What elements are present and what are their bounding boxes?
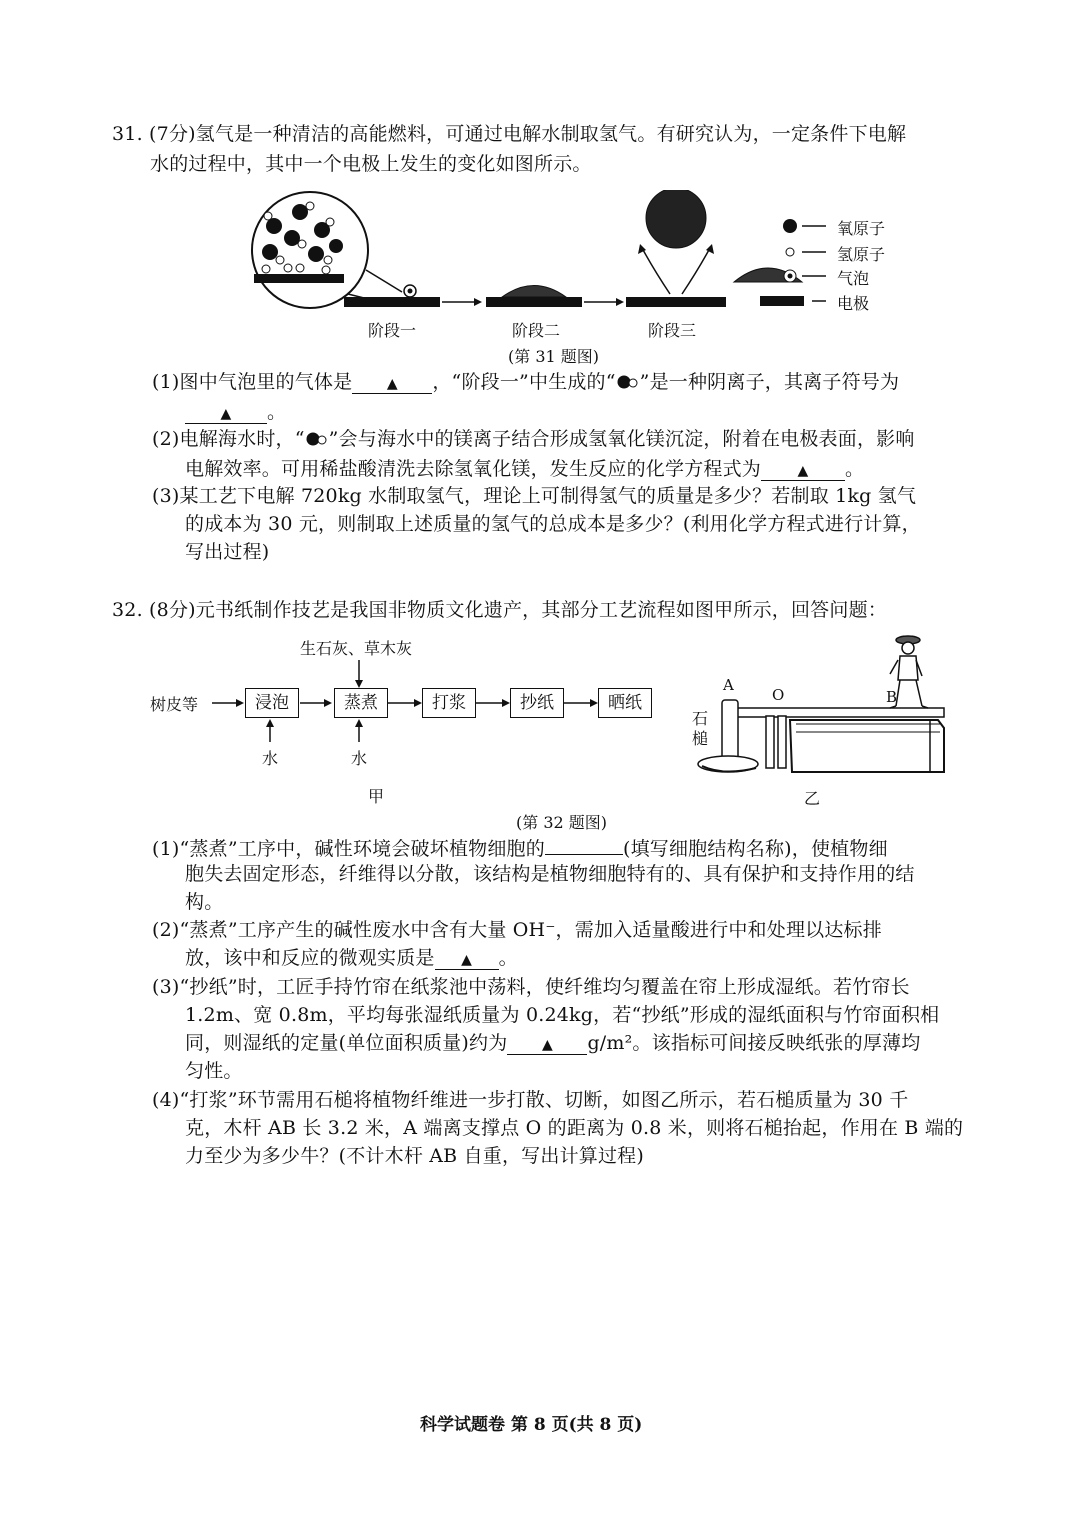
q31-part2-text-a: (2)电解海水时，“: [152, 428, 305, 450]
q32-part1-text-b: (填写细胞结构名称)，使植物细: [622, 838, 888, 860]
q32-part4-line1: (4)“打浆”环节需用石槌将植物纤维进一步打散、切断，如图乙所示，若石槌质量为 30 千: [152, 1089, 909, 1111]
q32-part3-line1: (3)“抄纸”时，工匠手持竹帘在纸浆池中荡料，使纤维均匀覆盖在帘上形成湿纸。若竹帘长: [152, 976, 910, 998]
q32-part2-line1: (2)“蒸煮”工序产生的碱性废水中含有大量 OH⁻，需加入适量酸进行中和处理以达标排: [152, 919, 882, 941]
lever-label-chui: 槌: [692, 729, 709, 748]
q31-part2-text-b: ”会与海水中的镁离子结合形成氢氧化镁沉淀，附着在电极表面，影响: [328, 428, 915, 450]
stage1-label: 阶段一: [368, 321, 417, 340]
legend-hydrogen-label: 氢原子: [837, 245, 886, 264]
answer-mark: ▲: [386, 376, 398, 392]
legend-oxygen-label: 氧原子: [837, 219, 886, 238]
lever-label-shi: 石: [692, 709, 709, 728]
legend-bubble-label: 气泡: [837, 269, 870, 288]
q31-part3-line2: 的成本为 30 元，则制取上述质量的氢气的总成本是多少？(利用化学方程式进行计算，: [185, 513, 921, 535]
magnified-electrode: [254, 274, 344, 283]
q31-part2-line2: [185, 455, 864, 483]
answer-mark: ▲: [220, 406, 232, 422]
q32-part4-line2: 克，木杆 AB 长 3.2 米，A 端离支撑点 O 的距离为 0.8 米，则将石槌抬起，作用在 B 端的: [185, 1117, 964, 1139]
flow-water-2: 水: [351, 749, 368, 768]
q32-part3-line4: 匀性。: [185, 1060, 243, 1082]
q31-part1-text-a: (1)图中气泡里的气体是: [152, 371, 353, 393]
stage2-label: 阶段二: [512, 321, 561, 340]
hydroxide-icon: [616, 374, 640, 390]
q31-part3-line1: (3)某工艺下电解 720kg 水制取氢气，理论上可制得氢气的质量是多少？若制取 1kg 氢气: [152, 485, 917, 507]
stone-hammer: [722, 700, 738, 762]
q31-part2-end: 。: [845, 458, 865, 480]
q31-part1-line1: [152, 368, 899, 396]
flow-step-make: 抄纸: [510, 688, 564, 718]
figure-label-jia: 甲: [368, 787, 385, 806]
flow-step-dry: 晒纸: [598, 688, 652, 718]
lever-label-o: O: [772, 686, 785, 704]
q32-part2-end: 。: [498, 947, 518, 969]
q32-figure-caption: (第 32 题图): [516, 813, 608, 832]
q32-answer-blank-2[interactable]: [435, 947, 499, 970]
hydroxide-icon: [305, 431, 329, 447]
q31-answer-blank-1[interactable]: [352, 371, 432, 394]
stage3-electrode: [626, 297, 726, 307]
answer-mark: ▲: [461, 952, 473, 968]
q31-answer-blank-2[interactable]: [185, 401, 267, 424]
answer-mark: ▲: [797, 463, 809, 479]
q32-answer-blank-1[interactable]: [545, 832, 623, 855]
q32-part3-text-a: 同，则湿纸的定量(单位面积质量)约为: [185, 1032, 508, 1054]
q32-stem-line1: 32. (8分)元书纸制作技艺是我国非物质文化遗产，其部分工艺流程如图甲所示，回答问题：: [112, 599, 887, 621]
flow-step-steam: 蒸煮: [334, 688, 388, 718]
q32-part3-line3: [185, 1029, 920, 1057]
stage3-bubble: [646, 190, 706, 248]
answer-mark: ▲: [541, 1037, 553, 1053]
flow-source: 树皮等: [150, 695, 199, 714]
q31-part2-text-c: 电解效率。可用稀盐酸清洗去除氢氧化镁，发生反应的化学方程式为: [185, 458, 762, 480]
flow-step-soak: 浸泡: [245, 688, 299, 718]
q32-part1-text-a: (1)“蒸煮”工序中，碱性环境会破坏植物细胞的: [152, 838, 545, 860]
q32-part4-line3: 力至少为多少牛？(不计木杆 AB 自重，写出计算过程): [185, 1145, 644, 1167]
page-footer: 科学试题卷 第 8 页(共 8 页): [420, 1415, 643, 1435]
legend-hydrogen-icon: [786, 248, 794, 256]
q32-part1-line2: 胞失去固定形态，纤维得以分散，该结构是植物细胞特有的、具有保护和支持作用的结: [185, 863, 915, 885]
lever-label-b: B: [886, 688, 898, 706]
q32-part1-line3: 构。: [185, 891, 224, 913]
q32-part2-line2: [185, 944, 518, 972]
lever-beam: [732, 708, 944, 717]
legend-electrode-label: 电极: [837, 294, 870, 313]
stage1-electrode: [344, 297, 440, 307]
q32-part3-line2: 1.2m、宽 0.8m，平均每张湿纸质量为 0.24kg，若“抄纸”形成的湿纸面积与竹帘面积相: [185, 1004, 940, 1026]
q31-part2-line1: [152, 425, 915, 453]
flow-input-top: 生石灰、草木灰: [300, 639, 413, 658]
q31-figure: [230, 190, 910, 350]
pivot-post: [766, 716, 774, 768]
q31-answer-blank-3[interactable]: [761, 458, 845, 481]
stage2-electrode: [486, 297, 582, 307]
lever-label-a: A: [723, 676, 734, 694]
q31-part1-text-b: ，“阶段一”中生成的“: [432, 371, 616, 393]
q31-part1-end: 。: [267, 401, 287, 423]
flow-step-beat: 打浆: [422, 688, 476, 718]
q31-part3-line3: 写出过程): [185, 541, 270, 563]
q32-lever-figure: [684, 628, 964, 778]
stage2-bubble: [502, 286, 566, 298]
q31-part1-line2: [185, 398, 286, 426]
q32-part1-line1: [152, 832, 888, 863]
q31-part1-text-c: ”是一种阴离子，其离子符号为: [639, 371, 900, 393]
flow-water-1: 水: [262, 749, 279, 768]
stage3-label: 阶段三: [648, 321, 697, 340]
q32-part2-text-a: 放，该中和反应的微观实质是: [185, 947, 435, 969]
q31-figure-caption: (第 31 题图): [508, 347, 600, 366]
legend-oxygen-icon: [783, 219, 797, 233]
q32-part3-text-b: g/m²。该指标可间接反映纸张的厚薄均: [587, 1032, 921, 1054]
figure-label-yi: 乙: [804, 789, 821, 808]
legend-electrode-icon: [760, 296, 804, 306]
q32-answer-blank-3[interactable]: [507, 1032, 587, 1055]
q31-stem-line2: 水的过程中，其中一个电极上发生的变化如图所示。: [150, 153, 592, 175]
q31-stem-line1: 31. (7分)氢气是一种清洁的高能燃料，可通过电解水制取氢气。有研究认为，一定条件下电解: [112, 123, 907, 145]
